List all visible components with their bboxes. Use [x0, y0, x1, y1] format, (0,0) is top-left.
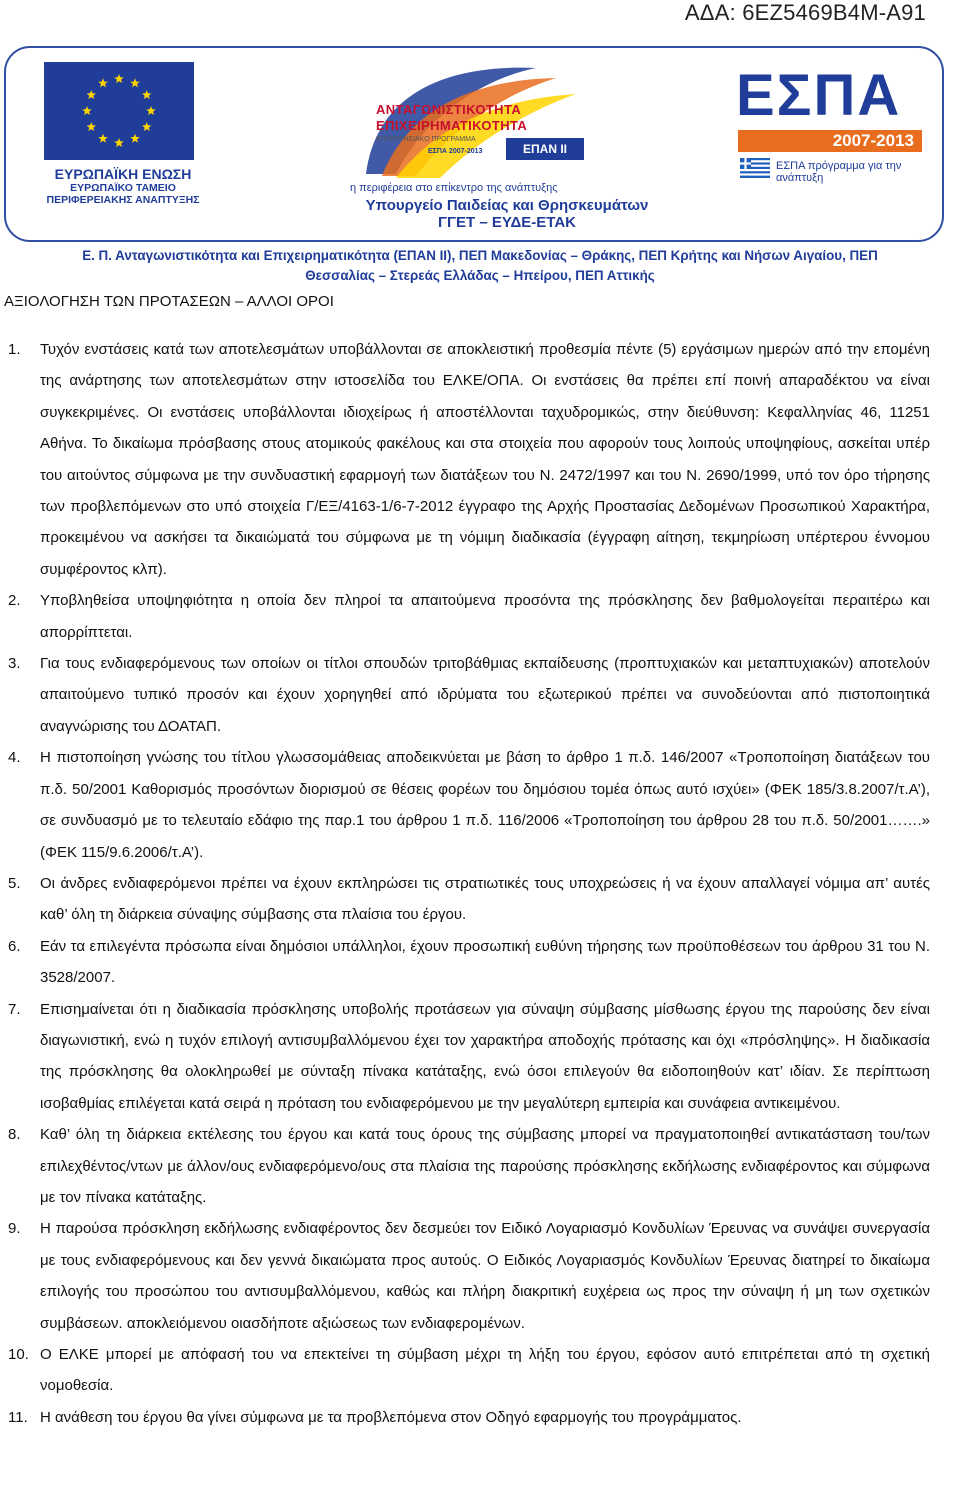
eu-text — [20, 166, 226, 206]
list-item — [0, 1119, 960, 1213]
item-number: 9. — [8, 1220, 21, 1238]
item-number: 11. — [8, 1408, 28, 1426]
item-text: Οι άνδρες ενδιαφερόμενοι πρέπει να έχουν εκπληρώσει τις στρατιωτικές τους υποχρεώσεις ή να έχουν απαλλαγεί νόμιμα απ’ αυτές καθ’ όλη τη διάρκεια σύναψης σύμβασης στα πλαίσια του έργου. — [40, 874, 930, 924]
partners-line-1: Ε. Π. Ανταγωνιστικότητα και Επιχειρηματικότητα (ΕΠΑΝ ΙΙ), ΠΕΠ Μακεδονίας – Θράκης, ΠΕΠ Κρήτης και Νήσων Αιγαίου, ΠΕΠ — [82, 248, 878, 263]
espa-motto: ΕΣΠΑ πρόγραμμα για την ανάπτυξη — [776, 160, 902, 184]
list-item — [0, 868, 960, 931]
list-item — [0, 334, 960, 585]
item-number: 4. — [8, 749, 21, 767]
list-item — [0, 1339, 960, 1402]
item-number: 5. — [8, 874, 21, 892]
item-number: 1. — [8, 341, 21, 358]
list-item — [0, 1213, 960, 1339]
funding-banner — [4, 46, 944, 242]
eu-line-3: ΠΕΡΙΦΕΡΕΙΑΚΗΣ ΑΝΑΠΤΥΞΗΣ — [46, 194, 200, 207]
epan-espa-mark: ΕΣΠΑ 2007-2013 — [428, 148, 483, 155]
item-text: Επισημαίνεται ότι η διαδικασία πρόσκλησης υποβολής προτάσεων για σύναψη σύμβασης μίσθωσης έργου της παρούσης δεν είναι διαγωνιστική, ενώ η τυχόν επιλογή αντισυμβαλλόμενου έχει τον χαρακτήρα αποδοχής πρότασης και όχι «πρόσληψης». Η διαδικασία της πρόσκλησης θα ολοκληρωθεί με σύνταξη πίνακα κατάταξης, ενώ όσοι επιλεγούν θα ειδοποιηθούν κατ’ ιδίαν. Σε περίπτωση ισοβαθμίας επιλέγεται κατά σειρά η πρόταση του ενδιαφερόμενου με την μεγαλύτερη εμπειρία και συνάφεια αντικειμένου. — [40, 1000, 930, 1112]
terms-list — [0, 334, 960, 1433]
epan-tagline: η περιφέρεια στο επίκεντρο της ανάπτυξης — [350, 182, 558, 194]
item-number: 10. — [8, 1346, 29, 1363]
ministry-name — [302, 198, 712, 231]
list-item — [0, 1402, 960, 1433]
ada-code: ΑΔΑ: 6ΕΖ5469Β4Μ-Α91 — [684, 0, 926, 25]
eu-logo — [20, 58, 226, 238]
item-text: Εάν τα επιλεγέντα πρόσωπα είναι δημόσιοι υπάλληλοι, έχουν προσωπική ευθύνη τήρησης των προϋποθέσεων του άρθρου 31 του Ν. 3528/2007. — [40, 937, 930, 987]
item-text: Τυχόν ενστάσεις κατά των αποτελεσμάτων υποβάλλονται σε αποκλειστική προθεσμία πέντε (5) εργάσιμων ημερών από την επομένη της ανάρτησης των αποτελεσμάτων στην ιστοσελίδα του ΕΛΚΕ/ΟΠΑ. Οι ενστάσεις θα πρέπει επί ποινή απαραδέκτου να είναι συγκεκριμένες. Οι ενστάσεις υποβάλλονται ιδιοχείρως ή αποστέλλονται ταχυδρομικώς, στην διεύθυνση: Κεφαλληνίας 46, 11251 Αθήνα. Το δικαίωμα πρόσβασης στους ατομικούς φακέλους και στα στοιχεία που αφορούν τους λοιπούς υποψηφίους, ασκείται υπέρ του αιτούντος σύμφωνα με την συνδυαστική εφαρμογή των διατάξεων του Ν. 2472/1997 και του Ν. 2690/1999, υπό τον όρο τήρησης των προβλεπόμενων στο υπό στοιχεία Γ/ΕΞ/4163-1/6-7-2012 έγγραφο της Αρχής Προστασίας Δεδομένων Προσωπικού Χαρακτήρα, προκειμένου να ασκήσει τα δικαιώματά του σύμφωνα με τη νόμιμη διαδικασία (έγγραφη αίτηση, τεκμηρίωση υπέρτερου έννομου συμφέροντος κλπ). — [40, 341, 930, 578]
item-number: 8. — [8, 1126, 21, 1144]
list-item — [0, 742, 960, 868]
list-item — [0, 994, 960, 1120]
item-text: Η παρούσα πρόσκληση εκδήλωσης ενδιαφέροντος δεν δεσμεύει τον Ειδικό Λογαριασμό Κονδυλίων Έρευνας να συνάψει συνεργασία με τους ενδιαφερόμενους και δεν γεννά δικαιώματα προς αυτούς. Ο Ειδικός Λογαριασμός Κονδυλίων Έρευνας διατηρεί το δικαίωμα επιλογής του προσώπου του αντισυμβαλλόμενου, καθώς και πλήρη διακριτική ευχέρεια ως προς την σύναψη ή μη των σχετικών συμβάσεων. αποκλειόμενου οιασδήποτε αξιώσεως των ενδιαφερομένων. — [40, 1220, 930, 1332]
espa-logo — [728, 62, 928, 182]
item-text: Για τους ενδιαφερόμενους των οποίων οι τίτλοι σπουδών τριτοβάθμιας εκπαίδευσης (προπτυχιακών και μεταπτυχιακών) αποτελούν απαιτούμενο τυπικό προσόν και έχουν χορηγηθεί από ιδρύματα του εξωτερικού πρέπει να συνοδεύονται από πιστοποιητικά αναγνώρισης του ΔΟΑΤΑΠ. — [40, 655, 930, 735]
item-number: 2. — [8, 592, 21, 610]
greek-flag-icon — [740, 158, 770, 178]
ministry-line-1: Υπουργείο Παιδείας και Θρησκευμάτων — [365, 197, 649, 214]
item-text: Καθ’ όλη τη διάρκεια εκτέλεσης του έργου και κατά τους όρους της σύμβασης μπορεί να πραγματοποιηθεί αντικατάσταση του/των επιλεχθέντος/ντων με άλλον/ους ενδιαφερόμενο/ους στα πλαίσια της παρούσης πρόσκλησης εκδήλωσης ενδιαφέροντος και σύμφωνα με τον πίνακα κατάταξης. — [40, 1126, 930, 1206]
item-number: 3. — [8, 655, 21, 673]
list-item — [0, 648, 960, 742]
item-text: Η πιστοποίηση γνώσης του τίτλου γλωσσομάθειας αποδεικνύεται με βάση το άρθρο 1 π.δ. 146/2007 «Τροποποίηση διατάξεων του π.δ. 50/2001 Καθορισμός προσόντων διορισμού σε θέσεις φορέων του δημόσιου τομέα όπως αυτό ισχύει» (ΦΕΚ 185/3.8.2007/τ.Α’), σε συνδυασμό με το τελευταίο εδάφιο της παρ.1 του άρθρου 1 π.δ. 116/2006 «Τροποποίηση του άρθρου 28 του π.δ. 50/2001…….» (ΦΕΚ 115/9.6.2006/τ.Α’). — [40, 749, 930, 861]
espa-years: 2007-2013 — [738, 130, 922, 152]
item-text: Υποβληθείσα υποψηφιότητα η οποία δεν πληροί τα απαιτούμενα προσόντα της πρόσκλησης δεν βαθμολογείται περαιτέρω και απορρίπτεται. — [40, 592, 930, 641]
list-item — [0, 585, 960, 648]
section-title: ΑΞΙΟΛΟΓΗΣΗ ΤΩΝ ΠΡΟΤΑΣΕΩΝ – ΑΛΛΟΙ ΟΡΟΙ — [4, 293, 334, 310]
epan-subtitle: ΕΠΙΧΕΙΡΗΣΙΑΚΟ ΠΡΟΓΡΑΜΜΑ — [376, 136, 476, 143]
epan-title-1: ΑΝΤΑΓΩΝΙΣΤΙΚΟΤΗΤΑ — [376, 102, 522, 117]
item-text: Ο ΕΛΚΕ μπορεί με απόφασή του να επεκτείνει τη σύμβαση μέχρι τη λήξη του έργου, εφόσον αυτό επιτρέπεται από τη σχετική νομοθεσία. — [40, 1346, 930, 1395]
epan-box: ΕΠΑΝ ΙΙ — [506, 138, 584, 160]
item-text: Η ανάθεση του έργου θα γίνει σύμφωνα με τα προβλεπόμενα στον Οδηγό εφαρμογής του προγράμματος. — [40, 1408, 742, 1426]
espa-word: ΕΣΠΑ — [736, 63, 902, 128]
epan-title-2: ΕΠΙΧΕΙΡΗΜΑΤΙΚΟΤΗΤΑ — [376, 118, 528, 133]
eu-line-1: ΕΥΡΩΠΑΪΚΗ ΕΝΩΣΗ — [54, 166, 192, 182]
eu-line-2: ΕΥΡΩΠΑΪΚΟ ΤΑΜΕΙΟ — [70, 182, 176, 195]
item-number: 7. — [8, 1000, 21, 1018]
partners-line-2: Θεσσαλίας – Στερεάς Ελλάδας – Ηπείρου, ΠΕΠ Αττικής — [305, 268, 655, 283]
eu-flag-icon — [44, 62, 194, 160]
list-item — [0, 931, 960, 994]
item-number: 6. — [8, 937, 21, 955]
ministry-line-2: ΓΓΕΤ – ΕΥΔΕ-ΕΤΑΚ — [437, 213, 577, 231]
programme-partners — [0, 246, 960, 286]
